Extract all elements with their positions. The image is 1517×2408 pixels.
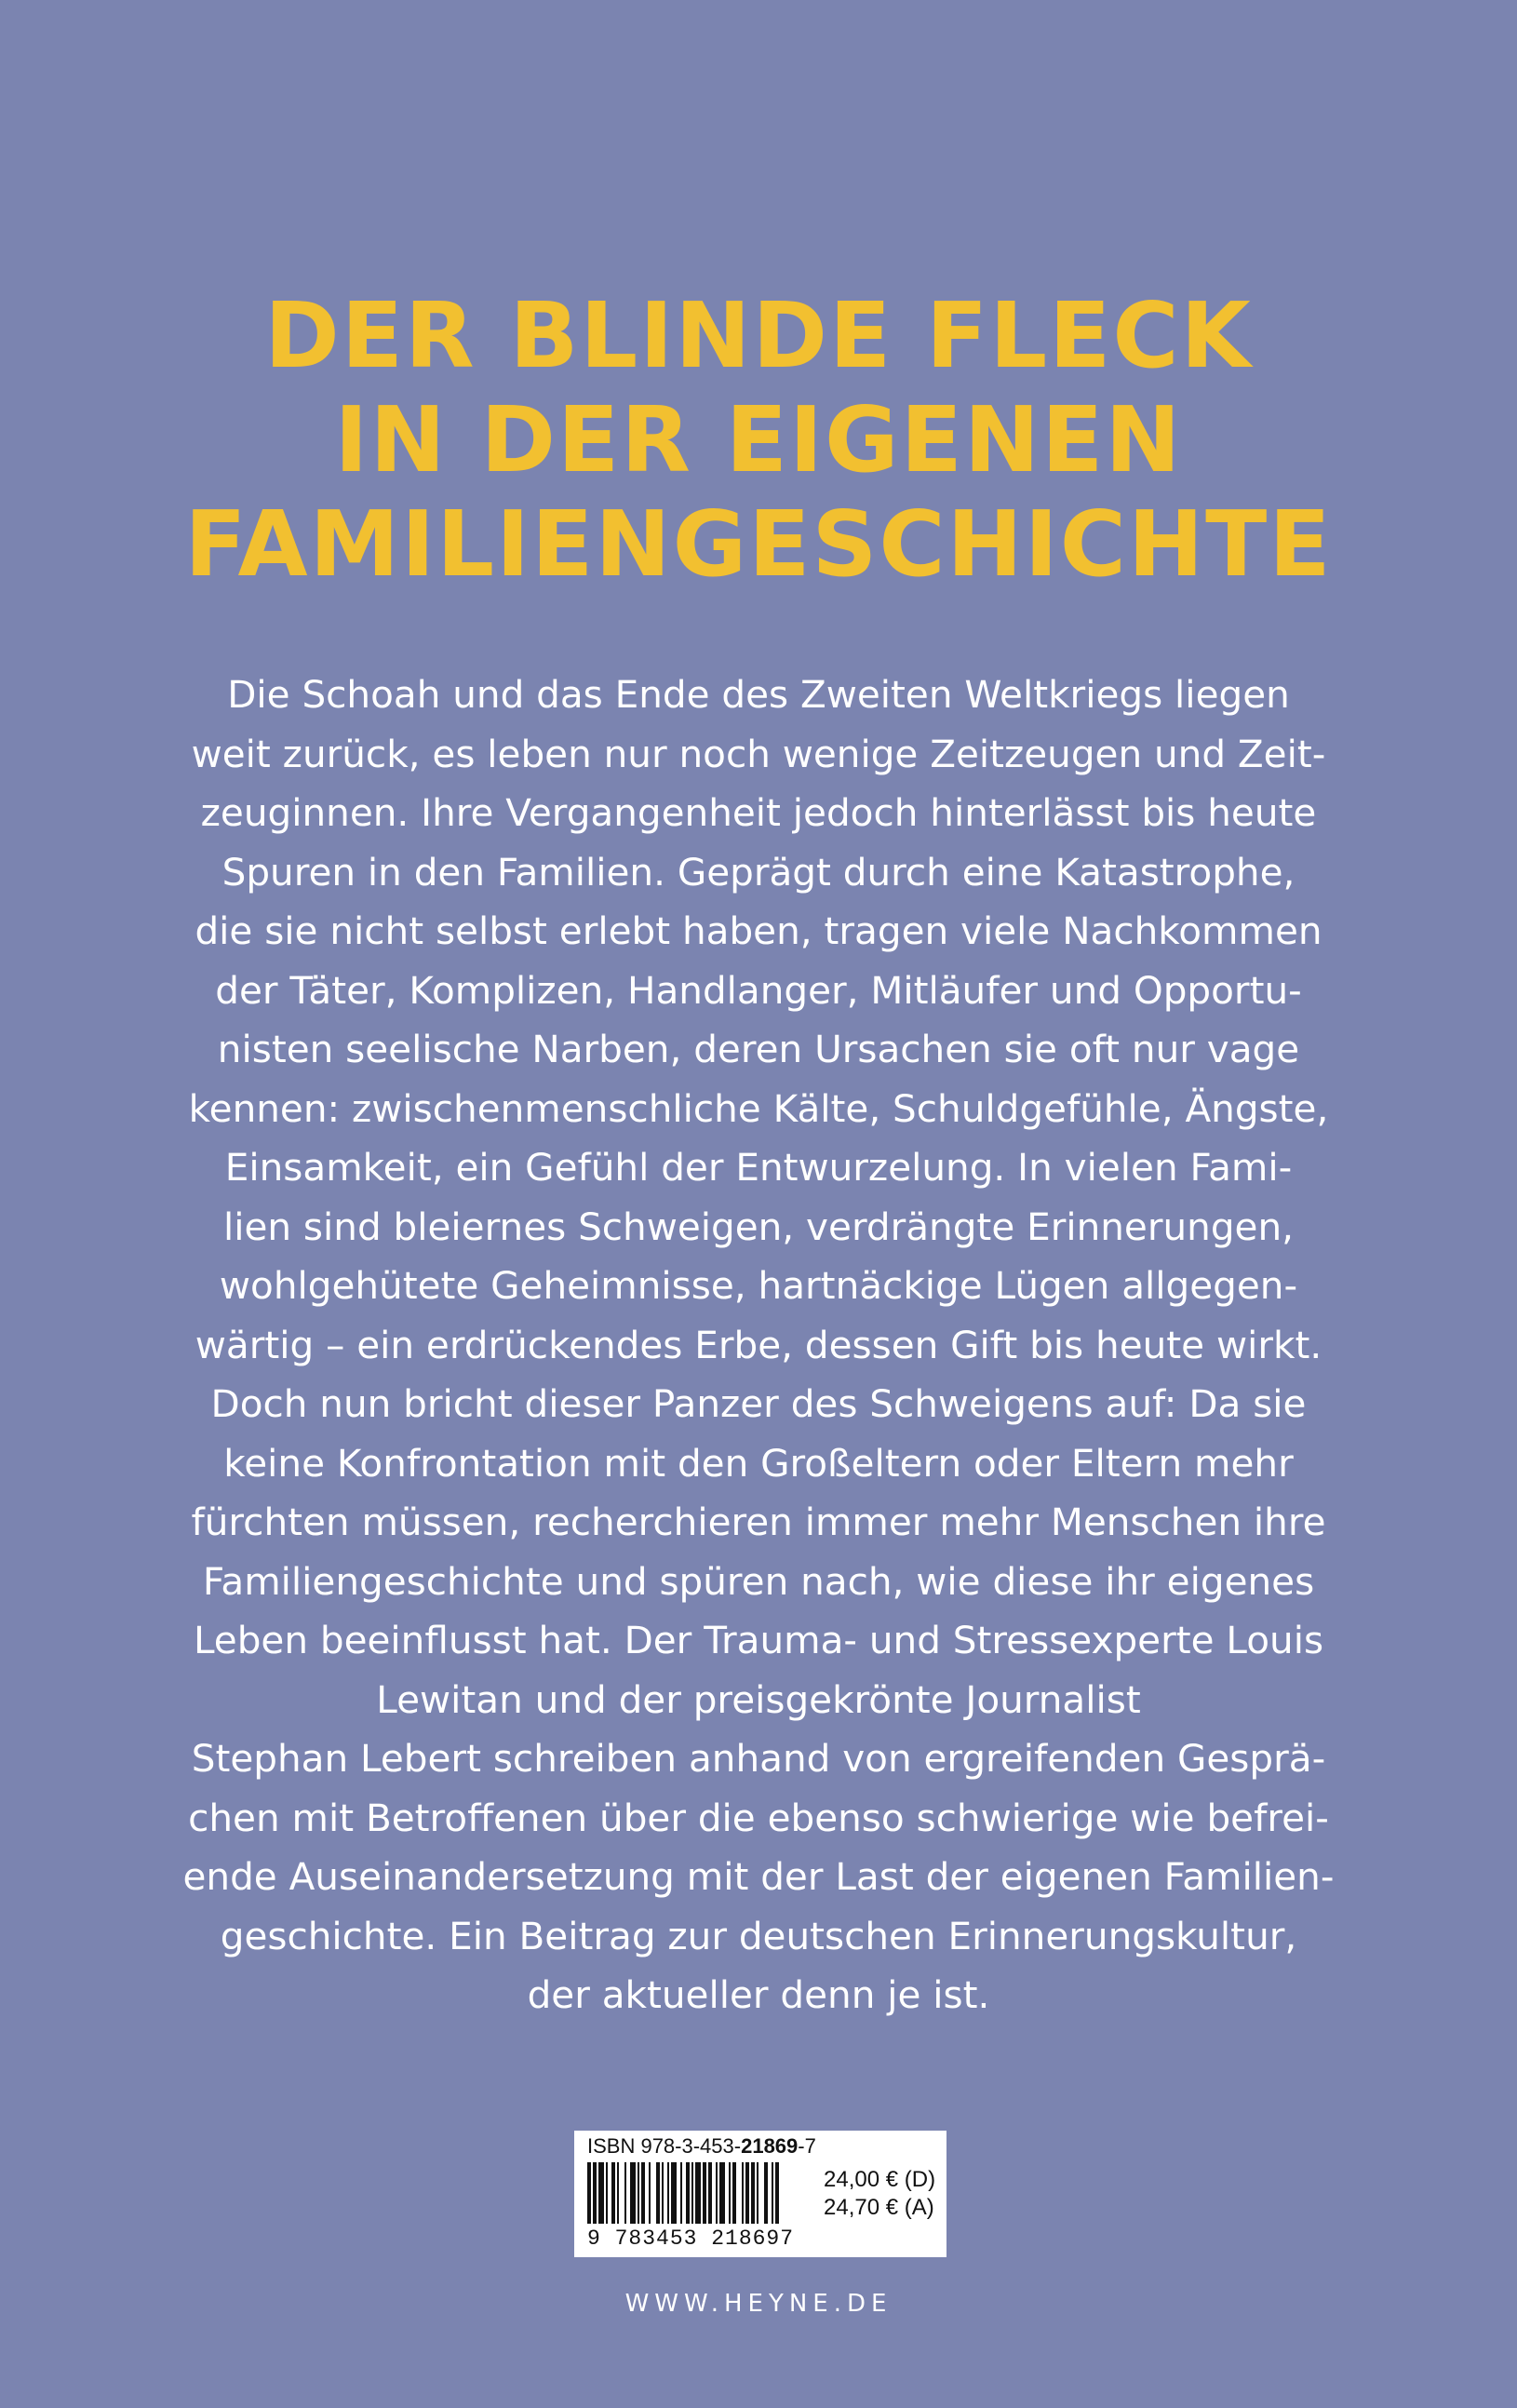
blurb-line: nisten seelische Narben, deren Ursachen sie oft nur vage — [217, 1027, 1300, 1071]
blurb-line: geschichte. Ein Beitrag zur deutschen Erinnerungskultur, — [220, 1913, 1297, 1958]
blurb-line: Einsamkeit, ein Gefühl der Entwurzelung. In vielen Fami- — [224, 1145, 1293, 1190]
barcode-digits: 9 783453 218697 — [587, 2226, 795, 2251]
blurb-line: Familiengeschichte und spüren nach, wie diese ihr eigenes — [202, 1558, 1315, 1604]
isbn-prefix: ISBN 978-3-453- — [587, 2134, 742, 2158]
blurb-line: Die Schoah und das Ende des Zweiten Weltkriegs liegen — [227, 672, 1290, 717]
isbn-suffix: -7 — [798, 2134, 816, 2158]
isbn-barcode-box — [574, 2131, 946, 2257]
headline-line-3: FAMILIENGESCHICHTE — [184, 491, 1333, 597]
blurb-line: fürchten müssen, recherchieren immer mehr Menschen ihre — [191, 1500, 1326, 1544]
blurb-line: Leben beeinflusst hat. Der Trauma- und Stressexperte Louis — [193, 1618, 1324, 1662]
blurb-line: Lewitan und der preisgekrönte Journalist — [376, 1676, 1141, 1722]
blurb-line: chen mit Betroffenen über die ebenso schwierige wie befrei- — [188, 1795, 1329, 1840]
blurb-line: Stephan Lebert schreiben anhand von ergreifenden Gesprä- — [191, 1736, 1326, 1781]
blurb-line: weit zurück, es leben nur noch wenige Zeitzeugen und Zeit- — [191, 731, 1326, 776]
blurb-text — [0, 666, 1517, 2025]
blurb-line: Doch nun bricht dieser Panzer des Schweigens auf: Da sie — [210, 1381, 1307, 1426]
blurb-line: ende Auseinandersetzung mit der Last der eigenen Familien- — [182, 1854, 1335, 1899]
blurb-line: keine Konfrontation mit den Großeltern oder Eltern mehr — [223, 1440, 1294, 1486]
price-block — [824, 2166, 935, 2222]
headline-line-2: IN DER EIGENEN — [334, 387, 1183, 492]
headline — [0, 284, 1517, 597]
blurb-line: Spuren in den Familien. Geprägt durch eine Katastrophe, — [222, 849, 1295, 895]
blurb-line: wohlgehütete Geheimnisse, hartnäckige Lügen allgegen- — [219, 1263, 1298, 1308]
price-germany: 24,00 € (D) — [824, 2167, 936, 2192]
isbn-number — [587, 2134, 816, 2159]
headline-line-1: DER BLINDE FLECK — [264, 283, 1253, 388]
isbn-bold-part: 21869 — [741, 2134, 799, 2158]
blurb-line: der Täter, Komplizen, Handlanger, Mitläufer und Opportu- — [215, 967, 1302, 1013]
blurb-line: der aktueller denn je ist. — [527, 1972, 990, 2017]
barcode-bars — [587, 2162, 814, 2224]
blurb-line: zeuginnen. Ihre Vergangenheit jedoch hinterlässt bis heute — [200, 790, 1317, 835]
publisher-website: WWW.HEYNE.DE — [624, 2290, 893, 2318]
blurb-line: wärtig – ein erdrückendes Erbe, dessen Gift bis heute wirkt. — [195, 1322, 1322, 1367]
blurb-line: lien sind bleiernes Schweigen, verdrängte Erinnerungen, — [222, 1204, 1295, 1249]
blurb-line: die sie nicht selbst erlebt haben, tragen viele Nachkommen — [195, 908, 1322, 953]
blurb-line: kennen: zwischenmenschliche Kälte, Schuldgefühle, Ängste, — [188, 1085, 1329, 1131]
price-austria: 24,70 € (A) — [824, 2195, 934, 2220]
